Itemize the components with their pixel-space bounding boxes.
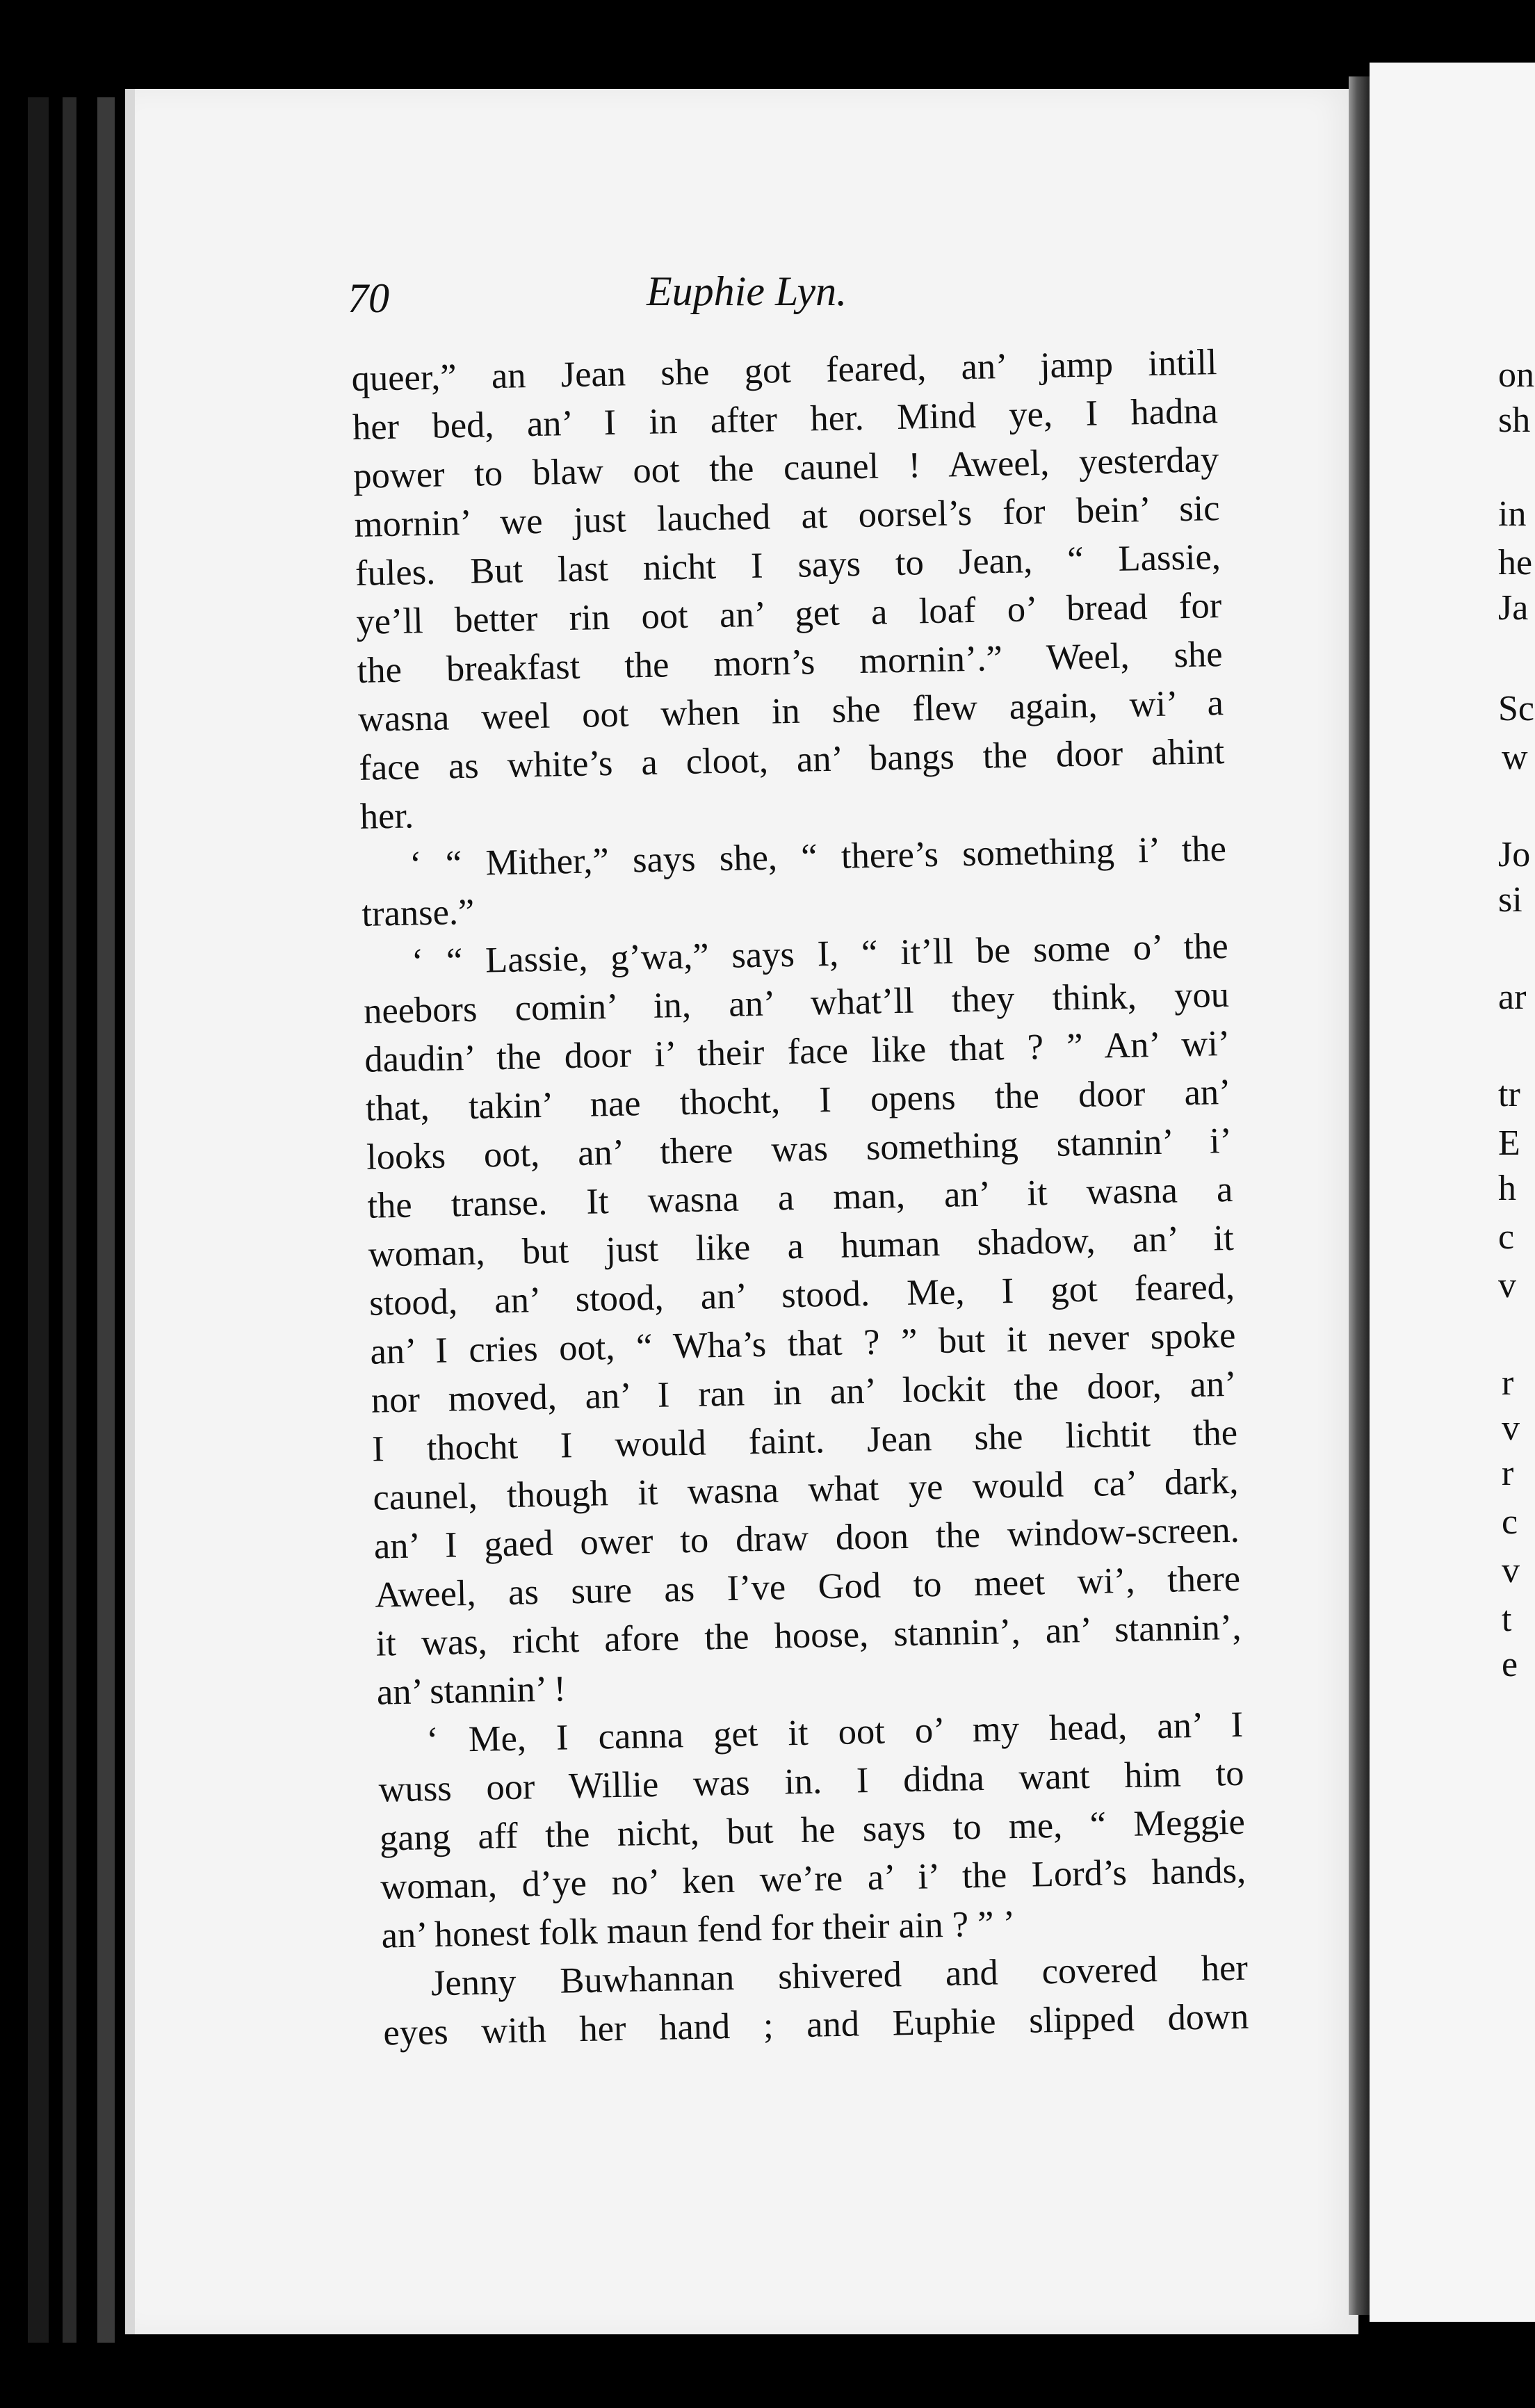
facing-text-fragment: v	[1498, 1266, 1516, 1305]
text-line: queer,” an Jean she got feared, an’ jamp intill	[351, 342, 1217, 399]
facing-text-fragment: v	[1502, 1408, 1520, 1448]
facing-text-fragment: si	[1498, 880, 1522, 920]
text-line: the breakfast the morn’s mornin’.” Weel, she	[357, 634, 1224, 691]
text-line: her.	[359, 795, 414, 837]
text-line: wasna weel oot when in she flew again, wi’ a	[357, 683, 1224, 740]
facing-page	[1370, 63, 1535, 2322]
text-line: mornin’ we just lauched at oorsel’s for bein’ sic	[354, 488, 1221, 545]
facing-text-fragment: on	[1498, 355, 1534, 395]
text-line: daudin’ the door i’ their face like that ? ” An’ wi’	[364, 1023, 1231, 1080]
text-line: an’ I cries oot, “ Wha’s that ? ” but it never spoke	[369, 1315, 1236, 1372]
text-line: eyes with her hand ; and Euphie slipped down	[382, 1996, 1249, 2053]
text-line: an’ stannin’ !	[376, 1668, 567, 1713]
facing-text-fragment: r	[1502, 1454, 1514, 1493]
text-line: power to blaw oot the caunel ! Aweel, yesterday	[352, 439, 1219, 496]
text-line: stood, an’ stood, an’ stood. Me, I got feared,	[368, 1266, 1235, 1324]
facing-text-fragment: v	[1502, 1551, 1520, 1591]
facing-text-fragment: ar	[1498, 977, 1527, 1017]
text-line: an’ honest folk maun fend for their ain ? ” ’	[381, 1903, 1016, 1956]
facing-text-fragment: w	[1502, 738, 1528, 777]
facing-text-fragment: c	[1502, 1502, 1518, 1542]
binding-edge	[97, 97, 115, 2343]
facing-text-fragment: r	[1502, 1363, 1514, 1403]
text-line: nor moved, an’ I ran in an’ lockit the door, an’	[371, 1363, 1237, 1421]
facing-text-fragment: Sc	[1498, 689, 1534, 729]
facing-text-fragment: h	[1498, 1169, 1516, 1208]
text-line: Aweel, as sure as I’ve God to meet wi’, there	[374, 1558, 1241, 1616]
facing-text-fragment: tr	[1498, 1075, 1520, 1114]
text-line: caunel, though it wasna what ye would ca’ dark,	[373, 1461, 1239, 1518]
text-line: transe.”	[361, 891, 475, 934]
text-line: ‘ Me, I canna get it oot o’ my head, an’ I	[425, 1704, 1244, 1761]
facing-text-fragment: in	[1498, 494, 1527, 534]
text-line: her bed, an’ I in after her. Mind ye, I hadna	[352, 391, 1219, 448]
text-line: the transe. It wasna a man, an’ it wasna a	[366, 1169, 1233, 1226]
text-line: looks oot, an’ there was something stannin’ i’	[366, 1120, 1233, 1178]
text-line: ye’ll better rin oot an’ get a loaf o’ bread for	[355, 585, 1222, 642]
binding-edge	[63, 97, 76, 2343]
text-line: face as white’s a cloot, an’ bangs the door ahint	[358, 731, 1225, 788]
facing-text-fragment: he	[1498, 543, 1533, 583]
text-line: an’ I gaed ower to draw doon the window-screen.	[373, 1509, 1240, 1567]
page-gutter	[1349, 76, 1370, 2315]
text-line: ‘ “ Lassie, g’wa,” says I, “ it’ll be some o’ the	[411, 925, 1229, 982]
text-line: I thocht I would faint. Jean she lichtit the	[371, 1412, 1238, 1470]
text-line: ‘ “ Mither,” says she, “ there’s something i’ the	[409, 828, 1227, 885]
text-line: Jenny Buwhannan shivered and covered her	[430, 1947, 1249, 2004]
text-line: wuss oor Willie was in. I didna want him to	[378, 1752, 1244, 1810]
body-text	[351, 338, 1249, 2057]
text-line: it was, richt afore the hoose, stannin’, an’ stannin’,	[375, 1606, 1242, 1664]
page-header	[348, 268, 1210, 330]
facing-text-fragment: e	[1502, 1645, 1518, 1684]
text-line: woman, but just like a human shadow, an’ it	[368, 1217, 1235, 1275]
text-line: that, takin’ nae thocht, I opens the door an’	[365, 1071, 1232, 1129]
text-line: gang aff the nicht, but he says to me, “ Meggie	[379, 1801, 1246, 1859]
facing-text-fragment: sh	[1498, 400, 1531, 440]
binding-edge	[28, 97, 49, 2343]
facing-text-fragment: E	[1498, 1123, 1520, 1163]
facing-text-fragment: Ja	[1498, 588, 1529, 628]
text-line: neebors comin’ in, an’ what’ll they think, you	[363, 974, 1230, 1032]
facing-text-fragment: Jo	[1498, 835, 1531, 874]
facing-text-fragment: t	[1502, 1600, 1512, 1639]
text-line: fules. But last nicht I says to Jean, “ Lassie,	[355, 537, 1221, 594]
running-head: Euphie Lyn.	[647, 268, 847, 314]
page-number: 70	[348, 275, 389, 321]
text-line: woman, d’ye no’ ken we’re a’ i’ the Lord’s hands,	[380, 1850, 1246, 1907]
facing-text-fragment: c	[1498, 1217, 1515, 1257]
